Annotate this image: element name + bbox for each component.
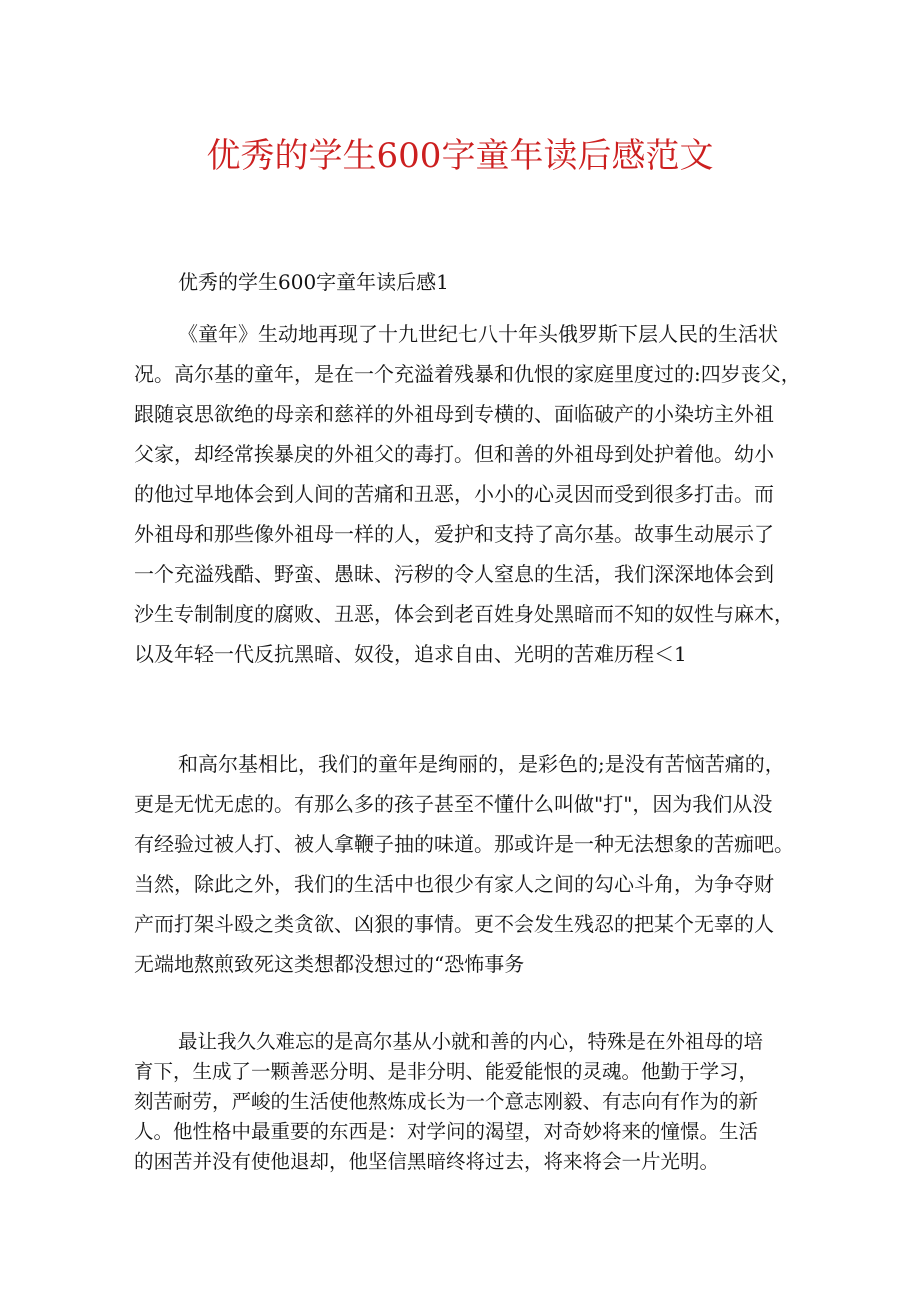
paragraph-1 <box>134 314 801 674</box>
paragraph-line: 父家，却经常挨暴戾的外祖父的毒打。但和善的外祖母到处护着他。幼小 <box>134 442 774 466</box>
paragraph-line: 沙生专制制度的腐败、丑恶，体会到老百姓身处黑暗而不知的奴性与麻木， <box>134 602 794 626</box>
paragraph-line: 的他过早地体会到人间的苦痛和丑恶，小小的心灵因而受到很多打击。而 <box>134 482 774 506</box>
paragraph-line: 《童年》生动地再现了十九世纪七八十年头俄罗斯下层人民的生活状 <box>178 322 778 346</box>
paragraph-line: 一个充溢残酷、野蛮、愚昧、污秽的令人窒息的生活，我们深深地体会到 <box>134 562 774 586</box>
document-title: 优秀的学生600字童年读后感范文 <box>206 136 714 176</box>
paragraph-line: 刻苦耐劳，严峻的生活使他熬炼成长为一个意志刚毅、有志向有作为的新 <box>134 1090 759 1113</box>
paragraph-line: 的困苦并没有使他退却，他坚信黑暗终将过去，将来将会一片光明。 <box>134 1150 720 1173</box>
paragraph-line: 以及年轻一代反抗黑暗、奴役，追求自由、光明的苦难历程＜1 <box>134 642 687 666</box>
paragraph-line: 有经验过被人打、被人拿鞭子抽的味道。那或许是一种无法想象的苦痂吧。 <box>134 832 794 856</box>
paragraph-line: 况。高尔基的童年，是在一个充溢着残暴和仇恨的家庭里度过的:四岁丧父， <box>134 362 801 386</box>
paragraph-line: 产而打架斗殴之类贪欲、凶狠的事情。更不会发生残忍的把某个无辜的人 <box>134 912 774 936</box>
paragraph-3 <box>134 1027 794 1177</box>
paragraph-line: 当然，除此之外，我们的生活中也很少有家人之间的勾心斗角，为争夺财 <box>134 872 774 896</box>
paragraph-line: 和高尔基相比，我们的童年是绚丽的，是彩色的;是没有苦恼苦痛的， <box>178 752 785 776</box>
paragraph-line: 育下，生成了一颗善恶分明、是非分明、能爱能恨的灵魂。他勤于学习， <box>134 1060 759 1083</box>
paragraph-2 <box>134 744 794 984</box>
paragraph-line: 更是无忧无虑的。有那么多的孩子甚至不懂什么叫做"打"，因为我们从没 <box>134 792 773 816</box>
paragraph-line: 人。他性格中最重要的东西是：对学问的渴望，对奇妙将来的憧憬。生活 <box>134 1120 759 1143</box>
paragraph-line: 外祖母和那些像外祖母一样的人，爱护和支持了高尔基。故事生动展示了 <box>134 522 774 546</box>
paragraph-line: 跟随哀思欲绝的母亲和慈祥的外祖母到专横的、面临破产的小染坊主外祖 <box>134 402 774 426</box>
paragraph-line: 最让我久久难忘的是高尔基从小就和善的内心，特殊是在外祖母的培 <box>178 1030 764 1053</box>
paragraph-line: 无端地熬煎致死这类想都没想过的“恐怖事务 <box>134 952 525 976</box>
section-heading: 优秀的学生600字童年读后感1 <box>178 270 449 294</box>
